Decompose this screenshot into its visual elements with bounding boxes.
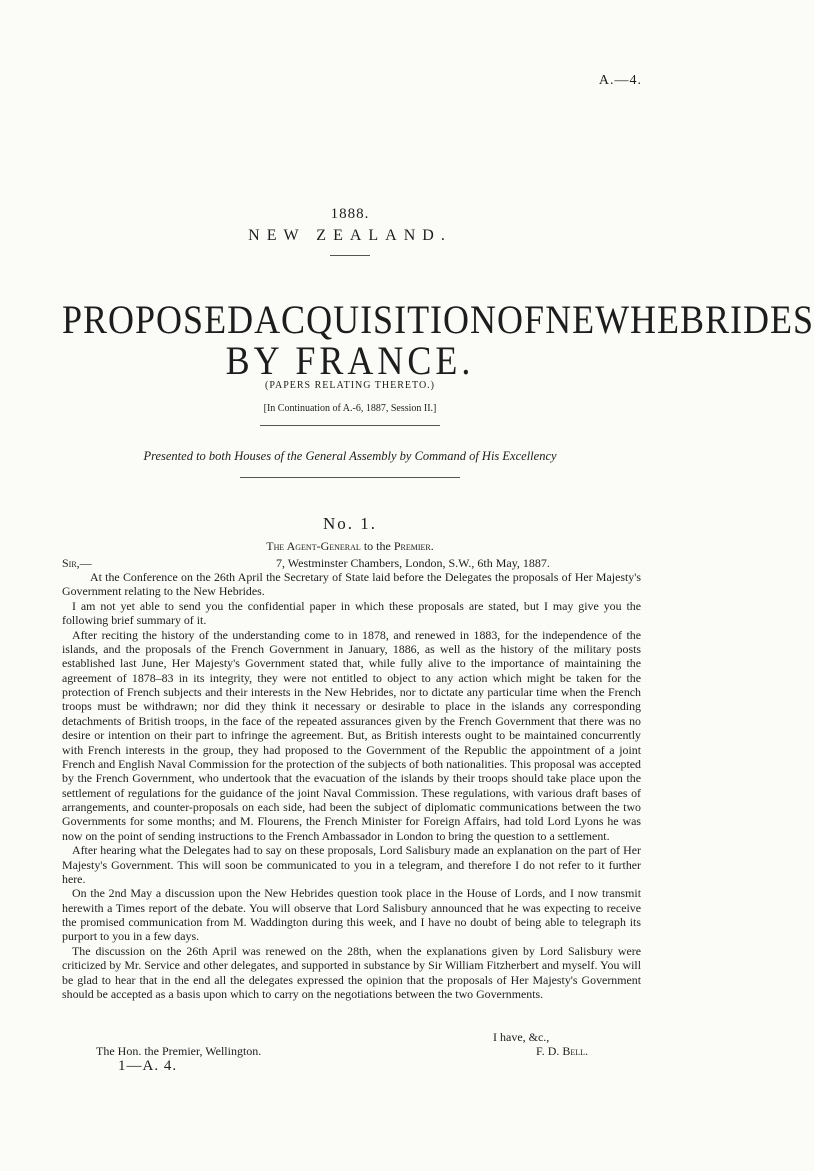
paragraph: After hearing what the Delegates had to say on these proposals, Lord Salisbury made an explanation on the part of Her Majesty's Government. This will soon be communicated to you in a telegram, and therefore I do not refer to it further here. [62,843,641,886]
closing: I have, &c., [493,1030,550,1044]
divider-rule [260,425,440,426]
signature: F. D. Bell. [536,1044,589,1058]
sheet-number: 1—A. 4. [118,1058,178,1074]
title-line-2: BY FRANCE. [225,338,475,383]
address-date: 7, Westminster Chambers, London, S.W., 6th May, 1887. [276,556,550,570]
letter-from: The Agent-General [266,539,361,553]
title-word: OF [497,297,546,342]
title-word: NEW [545,297,631,342]
letter-heading [0,539,700,554]
paragraph: After reciting the history of the understanding come to in 1878, and renewed in 1883, for the independence of the islands, and the proposals of the French Government in January, 1886, as well as the history of the military posts established last June, Her Majesty's Government stated that, while fully alive to the importance of maintaining the agreement of 1878–83 in its integrity, they were not entitled to object to any action which might be taken for the protection of French subjects and their interests in the New Hebrides, nor to dictate any particular time when the French troops must be withdrawn; nor did they think it necessary or desirable to place in the islands any corresponding detachments of British troops, in the face of the repeated assurances given by the French Government that there was no desire or intention on their part to infringe the agreement. But, as British interests ought to be maintained concurrently with French interests in the group, they had proposed to the Government of the Republic the appointment of a joint French and English Naval Commission for the protection of the subjects of both nationalities. This proposal was accepted by the French Government, who undertook that the evacuation of the islands by their troops should take place upon the settlement of regulations for the guidance of the joint Naval Commission. These regulations, with various draft bases of arrangements, and counter-proposals on each side, had been the subject of diplomatic communications between the two Governments for some months; and M. Flourens, the French Minister for Foreign Affairs, had told Lord Lyons he was now on the point of sending instructions to the French Ambassador in London to bring the question to a settlement. [62,627,641,843]
year: 1888. [330,206,370,222]
paragraph: At the Conference on the 26th April the Secretary of State laid before the Delegates the proposals of Her Majesty's Government relating to the New Hebrides. [62,570,641,599]
paragraph: On the 2nd May a discussion upon the New Hebrides question took place in the House of Lords, and I now transmit herewith a Times report of the debate. You will observe that Lord Salisbury announced that he was expecting to receive the promised communication from M. Waddington during this week, and I have no doubt of being able to telegraph its purport to you in a few days. [62,886,641,944]
letter-body [62,570,641,1001]
country: NEW ZEALAND. [248,227,452,244]
addressee: The Hon. the Premier, Wellington. [96,1044,262,1058]
title-word: PROPOSED [62,297,255,342]
paragraph: I am not yet able to send you the confidential paper in which these proposals are stated, but I may give you the following brief summary of it. [62,598,641,628]
paragraph: The discussion on the 26th April was renewed on the 28th, when the explanations given by Lord Salisbury were criticized by Mr. Service and other delegates, and supported in substance by Sir William Fitzherbert and myself. You will be glad to hear that in the end all the delegates expressed the opinion that the proposals of Her Majesty's Government should be accepted as a basis upon which to carry on the negotiations between the two Governments. [62,943,641,1001]
title-word: HEBRIDES [630,297,814,342]
divider-rule [330,255,370,256]
continuation-note: [In Continuation of A.-6, 1887, Session II.] [263,403,437,414]
title-word: ACQUISITION [254,297,498,342]
letter-to: Premier. [393,539,434,553]
letter-to-word: to the [363,539,391,553]
divider-rule [240,477,460,478]
papers-note: (PAPERS RELATING THERETO.) [265,380,435,391]
document-number: No. 1. [322,514,378,533]
page-reference: A.—4. [598,73,642,88]
presented-line: Presented to both Houses of the General Assembly by Command of His Excellency [143,449,557,463]
salutation: Sir,— [62,556,92,570]
title-line-1 [62,296,814,343]
